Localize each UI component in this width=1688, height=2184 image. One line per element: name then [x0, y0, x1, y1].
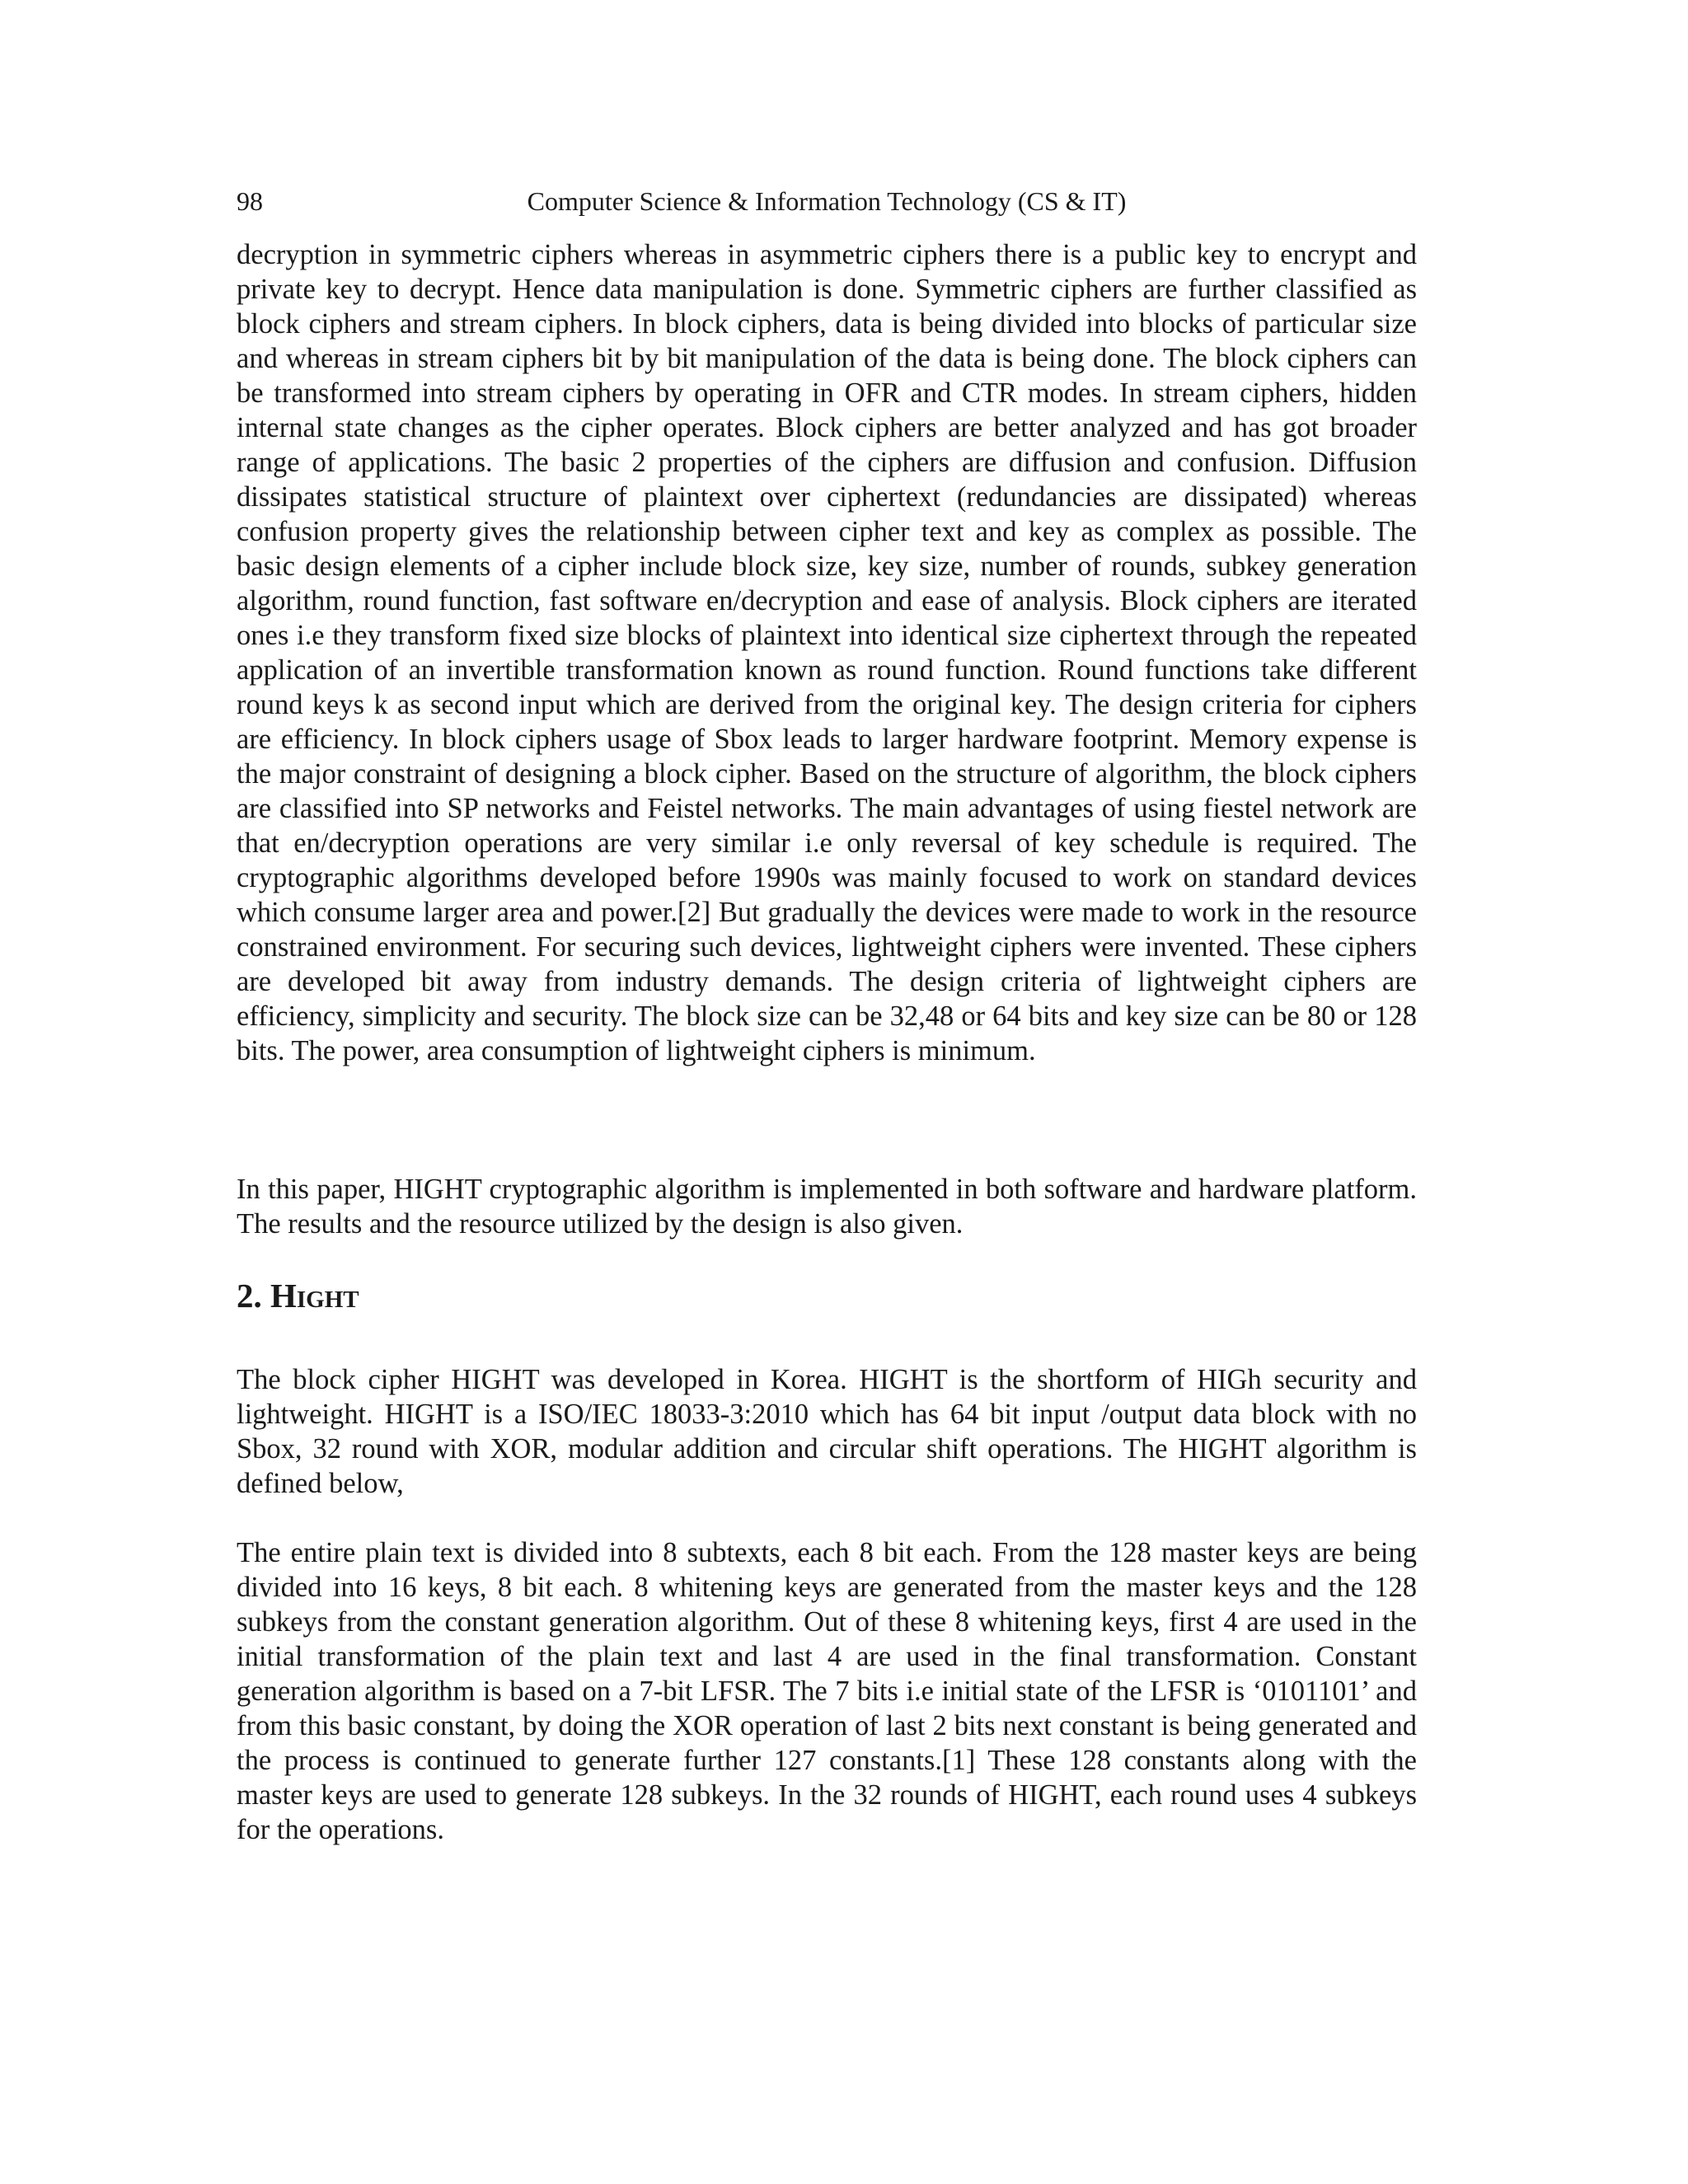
body-paragraph-3: The block cipher HIGHT was developed in Korea. HIGHT is the shortform of HIGh security and lightweight. HIGHT is a ISO/IEC 18033-3:2010 which has 64 bit input /output data block with no Sbox, 32 round with XOR, modular addition and circular shift operations. The HIGHT algorithm is defined below,	[237, 1364, 1417, 1499]
section-heading	[237, 1273, 359, 1318]
body-paragraph-1: decryption in symmetric ciphers whereas in asymmetric ciphers there is a public key to encrypt and private key to decrypt. Hence data manipulation is done. Symmetric ciphers are further classified as block ciphers and stream ciphers. In block ciphers, data is being divided into blocks of particular size and whereas in stream ciphers bit by bit manipulation of the data is being done. The block ciphers can be transformed into stream ciphers by operating in OFR and CTR modes. In stream ciphers, hidden internal state changes as the cipher operates. Block ciphers are better analyzed and has got broader range of applications. The basic 2 properties of the ciphers are diffusion and confusion. Diffusion dissipates statistical structure of plaintext over ciphertext (redundancies are dissipated) whereas confusion property gives the relationship between cipher text and key as complex as possible. The basic design elements of a cipher include block size, key size, number of rounds, subkey generation algorithm, round function, fast software en/decryption and ease of analysis. Block ciphers are iterated ones i.e they transform fixed size blocks of plaintext into identical size ciphertext through the repeated application of an invertible transformation known as round function. Round functions take different round keys k as second input which are derived from the original key. The design criteria for ciphers are efficiency. In block ciphers usage of Sbox leads to larger hardware footprint. Memory expense is the major constraint of designing a block cipher. Based on the structure of algorithm, the block ciphers are classified into SP networks and Feistel networks. The main advantages of using fiestel network are that en/decryption operations are very similar i.e only reversal of key schedule is required. The cryptographic algorithms developed before 1990s was mainly focused to work on standard devices which consume larger area and power.[2] But gradually the devices were made to work in the resource constrained environment. For securing such devices, lightweight ciphers were invented. These ciphers are developed bit away from industry demands. The design criteria of lightweight ciphers are efficiency, simplicity and security. The block size can be 32,48 or 64 bits and key size can be 80 or 128 bits. The power, area consumption of lightweight ciphers is minimum.	[237, 239, 1417, 1066]
page-number: 98	[237, 186, 263, 216]
journal-title: Computer Science & Information Technology (CS & IT)	[527, 186, 1127, 216]
body-paragraph-4: The entire plain text is divided into 8 subtexts, each 8 bit each. From the 128 master keys are being divided into 16 keys, 8 bit each. 8 whitening keys are generated from the master keys and the 128 subkeys from the constant generation algorithm. Out of these 8 whitening keys, first 4 are used in the initial transformation of the plain text and last 4 are used in the final transformation. Constant generation algorithm is based on a 7-bit LFSR. The 7 bits i.e initial state of the LFSR is ‘0101101’ and from this basic constant, by doing the XOR operation of last 2 bits next constant is being generated and the process is continued to generate further 127 constants.[1] These 128 constants along with the master keys are used to generate 128 subkeys. In the 32 rounds of HIGHT, each round uses 4 subkeys for the operations.	[237, 1537, 1417, 1845]
running-header	[237, 183, 1417, 219]
body-paragraph-2: In this paper, HIGHT cryptographic algorithm is implemented in both software and hardware platform. The results and the resource utilized by the design is also given.	[237, 1174, 1417, 1240]
section-number: 2.	[237, 1277, 270, 1315]
section-title: Hight	[270, 1277, 359, 1315]
